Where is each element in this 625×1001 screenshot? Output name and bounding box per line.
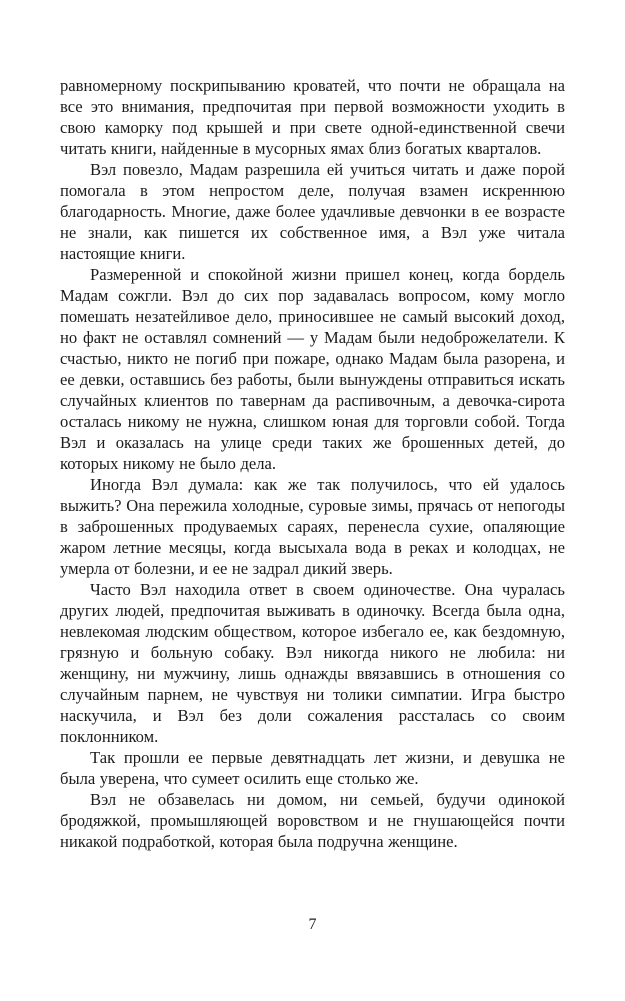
paragraph: Вэл повезло, Мадам разрешила ей учиться читать и даже порой помогала в этом непростом деле, получая взамен искреннюю благодарность. Многие, даже более удачливые девчонки в ее возрасте не знали, как пишется их собственное имя, а Вэл уже читала настоящие книги. [60,160,565,263]
text-block [60,75,565,852]
page-number: 7 [308,916,317,933]
paragraph: Так прошли ее первые девятнадцать лет жизни, и девушка не была уверена, что сумеет осилить еще столько же. [60,748,565,788]
paragraph: Иногда Вэл думала: как же так получилось, что ей удалось выжить? Она пережила холодные, суровые зимы, прячась от непогоды в заброшенных продуваемых сараях, перенесла сухие, опаляющие жаром летние месяцы, когда высыхала вода в реках и колодцах, не умерла от болезни, и ее не задрал дикий зверь. [60,475,565,578]
paragraph: равномерному поскрипыванию кроватей, что почти не обращала на все это внимания, предпочитая при первой возможности уходить в свою каморку под крышей и при свете одной-единственной свечи читать книги, найденные в мусорных ямах близ богатых кварталов. [60,76,565,158]
paragraph: Вэл не обзавелась ни домом, ни семьей, будучи одинокой бродяжкой, промышляющей воровством и не гнушающейся почти никакой подработкой, которая была подручна женщине. [60,790,565,851]
paragraph: Размеренной и спокойной жизни пришел конец, когда бордель Мадам сожгли. Вэл до сих пор задавалась вопросом, кому могло помешать незатейливое дело, приносившее не самый высокий доход, но факт не оставлял сомнений — у Мадам были недоброжелатели. К счастью, никто не погиб при пожаре, однако Мадам была разорена, и ее девки, оставшись без работы, были вынуждены отправиться искать случайных клиентов по тавернам да распивочным, а девочка-сирота осталась никому не нужна, слишком юная для торговли собой. Тогда Вэл и оказалась на улице среди таких же брошенных детей, до которых никому не было дела. [60,265,565,473]
paragraph: Часто Вэл находила ответ в своем одиночестве. Она чуралась других людей, предпочитая выживать в одиночку. Всегда была одна, невлекомая людским обществом, которое избегало ее, как бездомную, грязную и больную собаку. Вэл никогда никого не любила: ни женщину, ни мужчину, лишь однажды ввязавшись в отношения со случайным парнем, не чувствуя ни толики симпатии. Игра быстро наскучила, и Вэл без доли сожаления рассталась со своим поклонником. [60,580,565,746]
